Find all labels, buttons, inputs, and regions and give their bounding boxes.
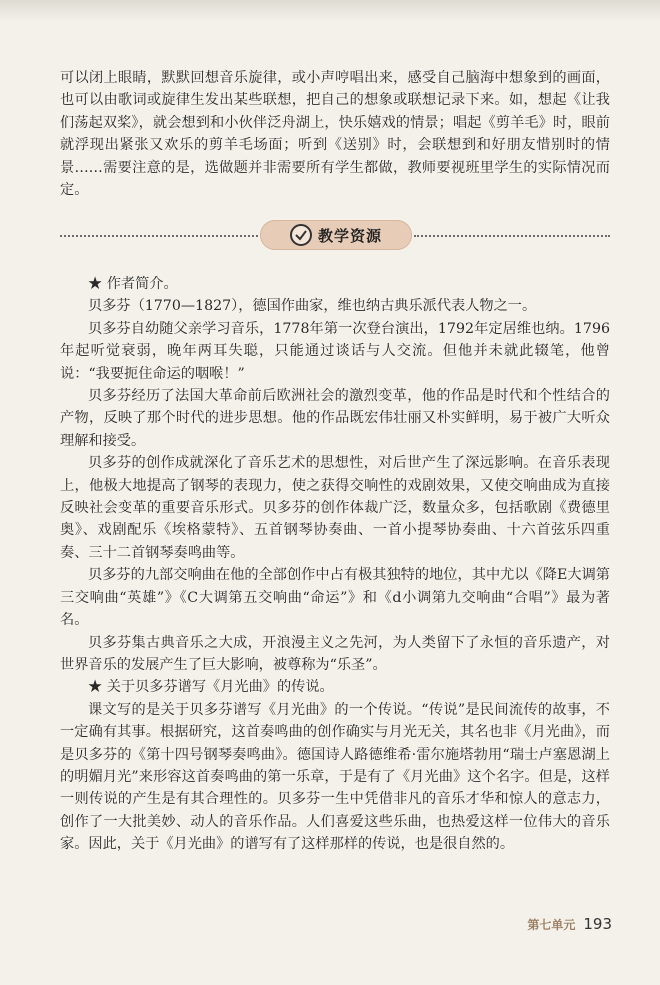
paragraph: 课文写的是关于贝多芬谱写《月光曲》的一个传说。“传说”是民间流传的故事，不一定确有其事。根据研究，这首奏鸣曲的创作确实与月光无关，其名也非《月光曲》，而是贝多芬的《第十四号钢琴奏鸣曲》。德国诗人路德维希·雷尔施塔勃用“瑞士卢塞恩湖上的明媚月光”来形容这首奏鸣曲的第一乐章，于是有了《月光曲》这个名字。但是，这样一则传说的产生是有其合理性的。贝多芬一生中凭借非凡的音乐才华和惊人的意志力，创作了一大批美妙、动人的音乐作品。人们喜爱这些乐曲，也热爱这样一位伟大的音乐家。因此，关于《月光曲》的谱写有了这样那样的传说，也是很自然的。 bbox=[60, 701, 610, 853]
paragraph: 可以闭上眼睛，默默回想音乐旋律，或小声哼唱出来，感受自己脑海中想象到的画面，也可以由歌词或旋律生发出某些联想，把自己的想象或联想记录下来。如，想起《让我们荡起双桨》，就会想到和小伙伴泛舟湖上，快乐嬉戏的情景；唱起《剪羊毛》时，眼前就浮现出紧张又欢乐的剪羊毛场面；听到《送别》时，会联想到和好朋友惜别时的情景……需要注意的是，选做题并非需要所有学生都做，教师要视班里学生的实际情况而定。 bbox=[60, 70, 610, 199]
section-header bbox=[60, 218, 610, 252]
paragraph: 贝多芬的九部交响曲在他的全部创作中占有极其独特的地位，其中尤以《降E大调第三交响曲“英雄”》《C大调第五交响曲“命运”》和《d小调第九交响曲“合唱”》最为著名。 bbox=[60, 567, 610, 629]
intro-text bbox=[60, 67, 610, 201]
paragraph: 贝多芬（1770—1827），德国作曲家，维也纳古典乐派代表人物之一。 bbox=[88, 298, 537, 315]
check-arrow-icon bbox=[290, 224, 312, 246]
unit-label: 第七单元 bbox=[527, 918, 576, 932]
subheading-legend: ★ 关于贝多芬谱写《月光曲》的传说。 bbox=[88, 679, 334, 696]
paragraph: 贝多芬自幼随父亲学习音乐，1778年第一次登台演出，1792年定居维也纳。1796年起听觉衰弱，晚年两耳失聪，只能通过谈话与人交流。但他并未就此辍笔，他曾说：“我要扼住命运的咽喉！” bbox=[60, 320, 610, 382]
resources-text bbox=[60, 273, 610, 856]
page-edge-shadow bbox=[0, 0, 660, 22]
section-badge bbox=[260, 220, 412, 250]
subheading-author: ★ 作者简介。 bbox=[88, 276, 178, 292]
page-number: 193 bbox=[583, 915, 612, 933]
dotted-divider bbox=[60, 235, 258, 237]
paragraph: 贝多芬的创作成就深化了音乐艺术的思想性，对后世产生了深远影响。在音乐表现上，他极大地提高了钢琴的表现力，使之获得交响性的戏剧效果，又使交响曲成为直接反映社会变革的重要音乐形式。贝多芬的创作体裁广泛，数量众多，包括歌剧《费德里奥》、戏剧配乐《埃格蒙特》、五首钢琴协奏曲、一首小提琴协奏曲、十六首弦乐四重奏、三十二首钢琴奏鸣曲等。 bbox=[60, 455, 610, 561]
paragraph: 贝多芬经历了法国大革命前后欧洲社会的激烈变革，他的作品是时代和个性结合的产物，反映了那个时代的进步思想。他的作品既宏伟壮丽又朴实鲜明，易于被广大听众理解和接受。 bbox=[60, 388, 610, 449]
page-footer bbox=[527, 915, 612, 933]
section-title: 教学资源 bbox=[317, 226, 382, 245]
paragraph: 贝多芬集古典音乐之大成，开浪漫主义之先河，为人类留下了永恒的音乐遗产，对世界音乐的发展产生了巨大影响，被尊称为“乐圣”。 bbox=[60, 634, 610, 673]
dotted-divider bbox=[414, 235, 610, 237]
